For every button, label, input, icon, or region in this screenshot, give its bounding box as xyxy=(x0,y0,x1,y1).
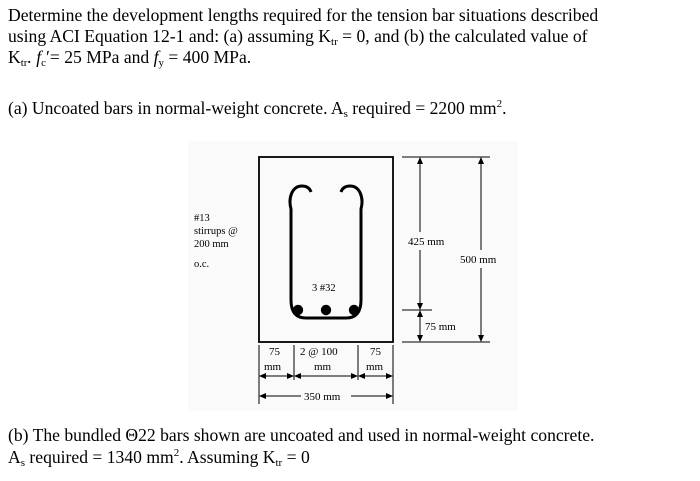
stirrup-label-4: o.c. xyxy=(194,259,210,270)
part-b-end: = 0 xyxy=(282,447,310,467)
part-b-line-1: (b) The bundled Θ22 bars shown are uncoated and used in normal-weight concrete. xyxy=(8,425,595,445)
dim-425-label: 425 mm xyxy=(408,236,445,248)
dim-75-right-num: 75 xyxy=(370,346,381,358)
dim-75-left-num: 75 xyxy=(269,346,280,358)
problem-line-2-text: using ACI Equation 12-1 and: (a) assuming K xyxy=(8,26,332,46)
part-b-assuming: . Assuming K xyxy=(179,447,276,467)
fy-subscript: y xyxy=(158,57,165,69)
part-b-line-2 xyxy=(8,447,594,467)
ktr-subscript: tr xyxy=(331,36,338,48)
mm2-superscript-b: 2 xyxy=(173,447,180,459)
fc-value: ′= 25 MPa and xyxy=(46,47,154,67)
as-symbol: A xyxy=(8,447,21,467)
stirrup-label-2: stirrups @ xyxy=(194,226,238,237)
mm2-superscript: 2 xyxy=(496,98,503,110)
stirrup-label-3: 200 mm xyxy=(194,239,229,250)
dim-75-side-label: 75 mm xyxy=(425,321,456,333)
dim-500-label: 500 mm xyxy=(460,254,497,266)
ktr-subscript-b: tr xyxy=(275,457,283,469)
part-a-required: required = 2200 mm xyxy=(347,98,497,118)
part-b-required: required = 1340 mm xyxy=(25,447,174,467)
dim-350-label: 350 mm xyxy=(304,391,341,403)
bars-label: 3 #32 xyxy=(312,283,336,294)
dim-mid-num: 2 @ 100 xyxy=(300,346,338,358)
figure-background xyxy=(188,141,518,411)
fy-value: = 400 MPa. xyxy=(164,47,252,67)
fc-subscript: c xyxy=(41,57,47,69)
part-a-text: (a) Uncoated bars in normal-weight concrete. A xyxy=(8,98,344,118)
dim-75-left-unit: mm xyxy=(264,361,282,373)
ktr-symbol: K xyxy=(8,47,21,67)
ktr-subscript-2: tr xyxy=(20,57,28,69)
as-subscript: s xyxy=(343,108,348,120)
dim-mid-unit: mm xyxy=(314,361,332,373)
fy-symbol: f xyxy=(153,47,159,67)
problem-line-1: Determine the development lengths required for the tension bar situations described xyxy=(8,5,599,25)
part-a-end: . xyxy=(502,98,507,118)
dim-75-right-unit: mm xyxy=(366,361,384,373)
part-b-statement xyxy=(8,425,594,467)
stirrup-label-1: #13 xyxy=(194,213,210,224)
rebar-middle xyxy=(321,305,331,315)
problem-line-2-end: = 0, and (b) the calculated value of xyxy=(337,26,588,46)
rebar-left xyxy=(293,305,303,315)
as-subscript-b: s xyxy=(20,457,25,469)
rebar-right xyxy=(349,305,359,315)
fc-symbol: . f xyxy=(27,47,42,67)
